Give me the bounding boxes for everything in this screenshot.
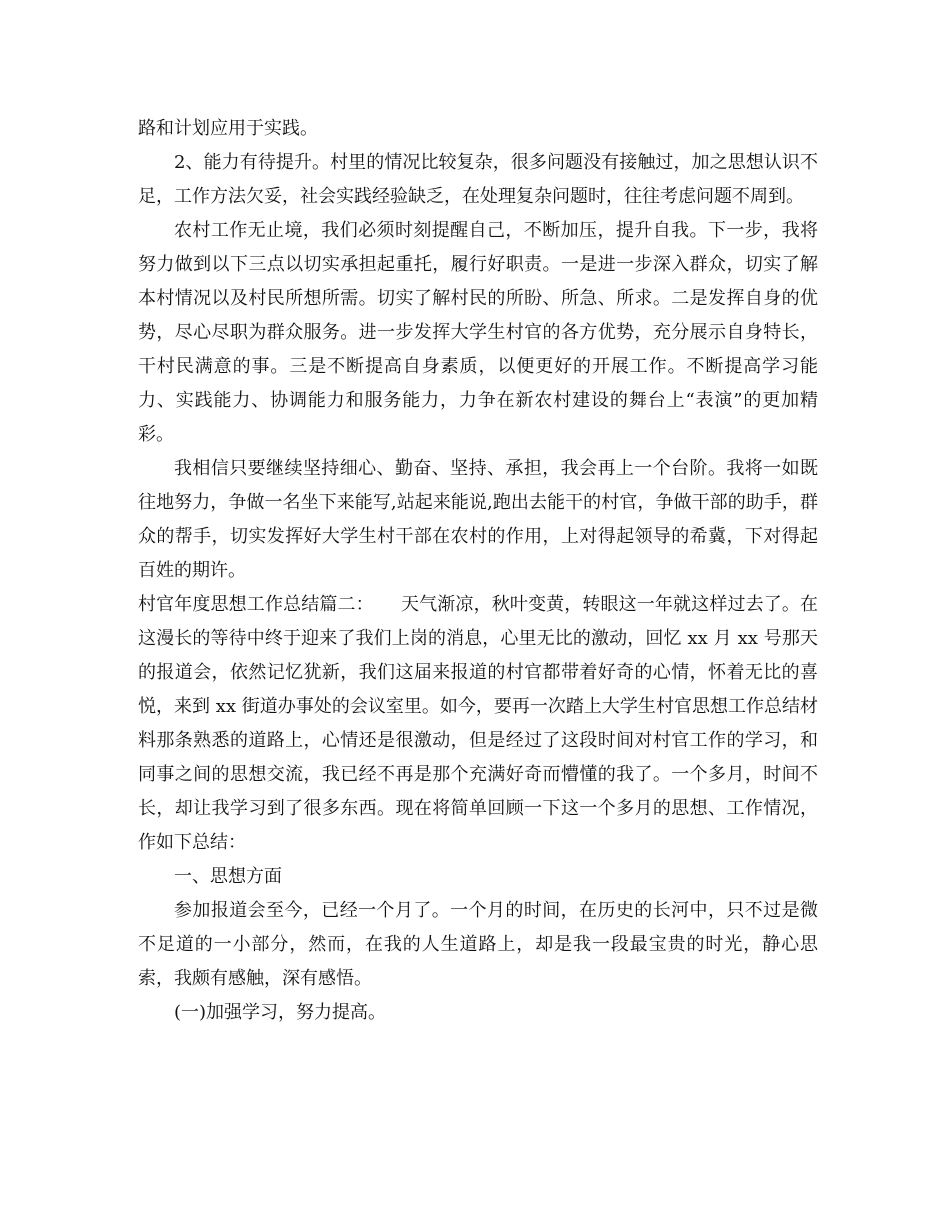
document-body <box>138 112 818 1030</box>
paragraph-continuation: 路和计划应用于实践。 <box>138 118 318 139</box>
paragraph-thought: 参加报道会至今，已经一个月了。一个月的时间，在历史的长河中，只不过是微不足道的一小部分，然而，在我的人生道路上，却是我一段最宝贵的时光，静心思索，我颇有感触，深有感悟。 <box>138 900 818 989</box>
paragraph-part-two: 村官年度思想工作总结篇二： 天气渐凉，秋叶变黄，转眼这一年就这样过去了。在这漫长的等待中终于迎来了我们上岗的消息，心里无比的激动，回忆 xx 月 xx 号那天的报道会，依然记忆犹新，我们这届来报道的村官都带着好奇的心情，怀着无比的喜悦，来到 xx 街道办事处的会议室里。如今，要再一次踏上大学生村官思想工作总结材料那条熟悉的道路上，心情还是很激动，但是经过了这段时间对村官工作的学习，和同事之间的思想交流，我已经不再是那个充满好奇而懵懂的我了。一个多月，时间不长，却让我学习到了很多东西。现在将简单回顾一下这一个多月的思想、工作情况，作如下总结： <box>138 594 818 853</box>
paragraph-ability: 2、能力有待提升。村里的情况比较复杂，很多问题没有接触过，加之思想认识不足，工作方法欠妥，社会实践经验缺乏，在处理复杂问题时，往往考虑问题不周到。 <box>138 152 818 207</box>
paragraph-rural-work: 农村工作无止境，我们必须时刻提醒自己，不断加压，提升自我。下一步，我将努力做到以下三点以切实承担起重托，履行好职责。一是进一步深入群众，切实了解本村情况以及村民所想所需。切实了解村民的所盼、所急、所求。二是发挥自身的优势，尽心尽职为群众服务。进一步发挥大学生村官的各方优势，充分展示自身特长，干村民满意的事。三是不断提高自身素质，以便更好的开展工作。不断提高学习能力、实践能力、协调能力和服务能力，力争在新农村建设的舞台上“表演”的更加精彩。 <box>138 220 818 445</box>
section-heading-thought: 一、思想方面 <box>174 866 282 887</box>
subsection-heading-study: (一)加强学习，努力提高。 <box>174 1002 387 1023</box>
paragraph-commitment: 我相信只要继续坚持细心、勤奋、坚持、承担，我会再上一个台阶。我将一如既往地努力，争做一名坐下来能写,站起来能说,跑出去能干的村官，争做干部的助手，群众的帮手，切实发挥好大学生村干部在农村的作用，上对得起领导的希冀，下对得起百姓的期许。 <box>138 458 818 581</box>
